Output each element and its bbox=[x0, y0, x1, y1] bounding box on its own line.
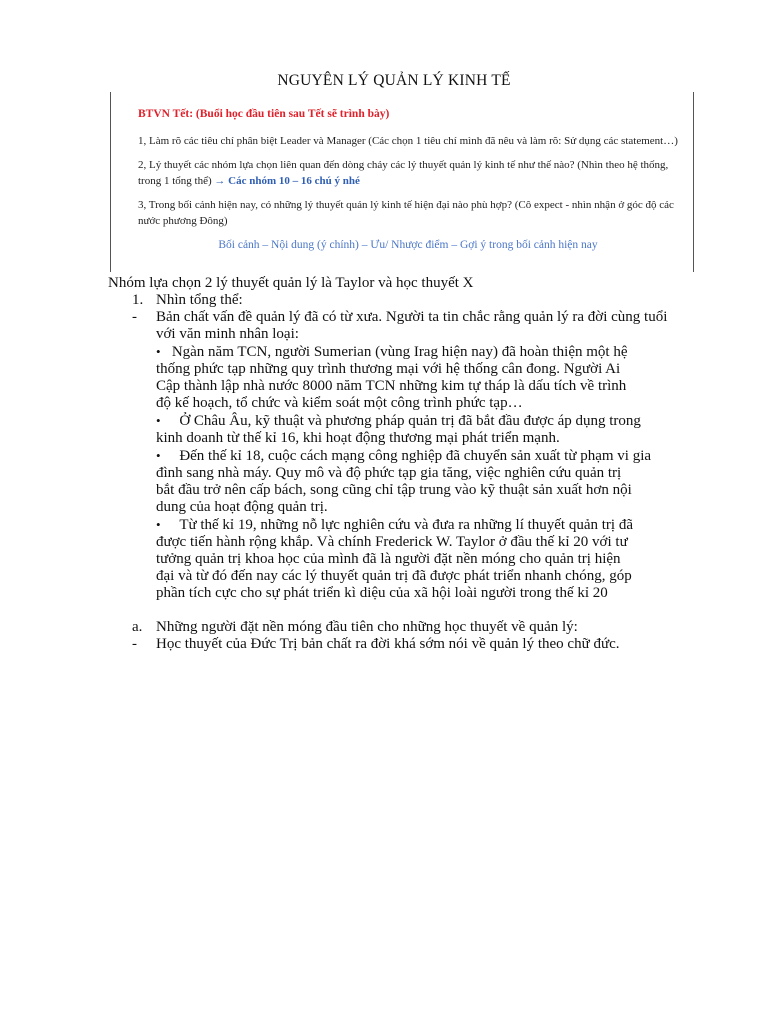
bullet-icon: • bbox=[156, 448, 161, 463]
bullet-item-1 bbox=[110, 343, 700, 412]
alpha-item-a bbox=[110, 619, 700, 636]
bullet-text: Đến thế kỉ 18, cuộc cách mạng công nghiệp đã chuyển sản xuất từ phạm vi gia bbox=[179, 448, 652, 464]
dash-item-line-1: Bản chất vấn đề quản lý đã có từ xưa. Người ta tin chắc rằng quản lý ra đời cùng tuổi bbox=[156, 309, 668, 325]
bullet-text: Ngàn năm TCN, người Sumerian (vùng Irag hiện nay) đã hoàn thiện một hệ bbox=[171, 344, 628, 360]
bullet-line-3: Cập thành lập nhà nước 8000 năm TCN những kim tự tháp là dấu tích về trình bbox=[156, 378, 627, 394]
image-border-right bbox=[693, 92, 694, 272]
bullet-line-2: kinh doanh từ thế kỉ 16, khi hoạt động thương mại phát triển mạnh. bbox=[156, 430, 560, 446]
homework-question-3: 3, Trong bối cảnh hiện nay, có những lý thuyết quản lý kinh tế hiện đại nào phù hợp? (Cô expect - nhìn nhận ở góc độ các nước phương Đông) bbox=[138, 199, 674, 227]
bullet-item-3 bbox=[110, 447, 700, 516]
dash-item-text: Học thuyết của Đức Trị bản chất ra đời khá sớm nói về quản lý theo chữ đức. bbox=[156, 636, 620, 652]
dash-item-line-2: với văn minh nhân loại: bbox=[156, 326, 299, 342]
homework-title: BTVN Tết: (Buổi học đầu tiên sau Tết sẽ trình bày) bbox=[138, 108, 390, 120]
alpha-item-text: Những người đặt nền móng đầu tiên cho những học thuyết về quản lý: bbox=[156, 619, 578, 635]
dash-item-2 bbox=[110, 636, 700, 653]
numbered-item-1 bbox=[110, 292, 700, 309]
dash-marker: - bbox=[132, 636, 137, 652]
bullet-line-2: được tiến hành rộng khắp. Và chính Frederick W. Taylor ở đầu thế kỉ 20 với tư bbox=[156, 534, 628, 550]
bullet-line-1 bbox=[156, 343, 700, 361]
bullet-item-2 bbox=[110, 412, 700, 447]
image-border-left bbox=[110, 92, 111, 272]
document-body bbox=[110, 275, 700, 653]
dash-marker: - bbox=[132, 309, 137, 325]
bullet-line-5: phần tích cực cho sự phát triển kì diệu của xã hội loài người trong thế kỉ 20 bbox=[156, 585, 608, 601]
bullet-line-2: đình sang nhà máy. Quy mô và độ phức tạp gia tăng, việc nghiên cứu quản trị bbox=[156, 465, 622, 481]
arrow-icon: → bbox=[214, 175, 226, 187]
homework-question-2-text: 2, Lý thuyết các nhóm lựa chọn liên quan đến dòng chảy các lý thuyết quản lý kinh tế như thế nào? (Nhìn theo hệ thống, trong 1 tổng thể) bbox=[138, 159, 669, 187]
intro-paragraph: Nhóm lựa chọn 2 lý thuyết quản lý là Taylor và học thuyết X bbox=[108, 275, 474, 291]
bullet-icon: • bbox=[156, 517, 161, 532]
bullet-line-1 bbox=[156, 516, 700, 534]
dash-item-1 bbox=[110, 309, 700, 343]
numbered-item-text: Nhìn tổng thể: bbox=[156, 292, 243, 308]
bullet-line-3: tưởng quản trị khoa học của mình đã là người đặt nền móng cho quản trị hiện bbox=[156, 551, 621, 567]
bullet-line-1 bbox=[156, 412, 700, 430]
bullet-text: Ở Châu Âu, kỹ thuật và phương pháp quản trị đã bắt đầu được áp dụng trong bbox=[179, 413, 641, 429]
bullet-line-3: bắt đầu trở nên cấp bách, song cũng chỉ tập trung vào kỹ thuật sản xuất hơn nội bbox=[156, 482, 632, 498]
list-number: 1. bbox=[132, 292, 144, 308]
document-title: NGUYÊN LÝ QUẢN LÝ KINH TẾ bbox=[277, 72, 511, 89]
bullet-text: Từ thế kỉ 19, những nỗ lực nghiên cứu và đưa ra những lí thuyết quản trị đã bbox=[179, 517, 633, 533]
homework-question-2-note: Các nhóm 10 – 16 chú ý nhé bbox=[228, 175, 360, 187]
homework-question-2 bbox=[138, 157, 678, 189]
bullet-icon: • bbox=[156, 413, 161, 428]
bullet-icon: • bbox=[156, 344, 161, 359]
homework-question-1: 1, Làm rõ các tiêu chí phân biệt Leader và Manager (Các chọn 1 tiêu chí mình đã nêu và làm rõ: Sử dụng các statement…) bbox=[138, 135, 678, 147]
bullet-line-4: độ kế hoạch, tổ chức và kiểm soát một công trình phức tạp… bbox=[156, 395, 523, 411]
homework-footer: Bối cảnh – Nội dung (ý chính) – Ưu/ Nhược điểm – Gợi ý trong bối cảnh hiện nay bbox=[218, 239, 598, 251]
bullet-line-4: dung của hoạt động quản trị. bbox=[156, 499, 328, 515]
embedded-homework-image bbox=[110, 92, 694, 272]
bullet-line-4: đại và từ đó đến nay các lý thuyết quản trị đã được phát triển nhanh chóng, góp bbox=[156, 568, 632, 584]
bullet-line-2: thống phức tạp những quy trình thương mại với hệ thống cân đong. Người Ai bbox=[156, 361, 621, 377]
bullet-line-1 bbox=[156, 447, 700, 465]
homework-content bbox=[138, 106, 678, 261]
bullet-item-4 bbox=[110, 516, 700, 602]
list-letter: a. bbox=[132, 619, 143, 635]
paragraph-gap bbox=[110, 602, 700, 619]
